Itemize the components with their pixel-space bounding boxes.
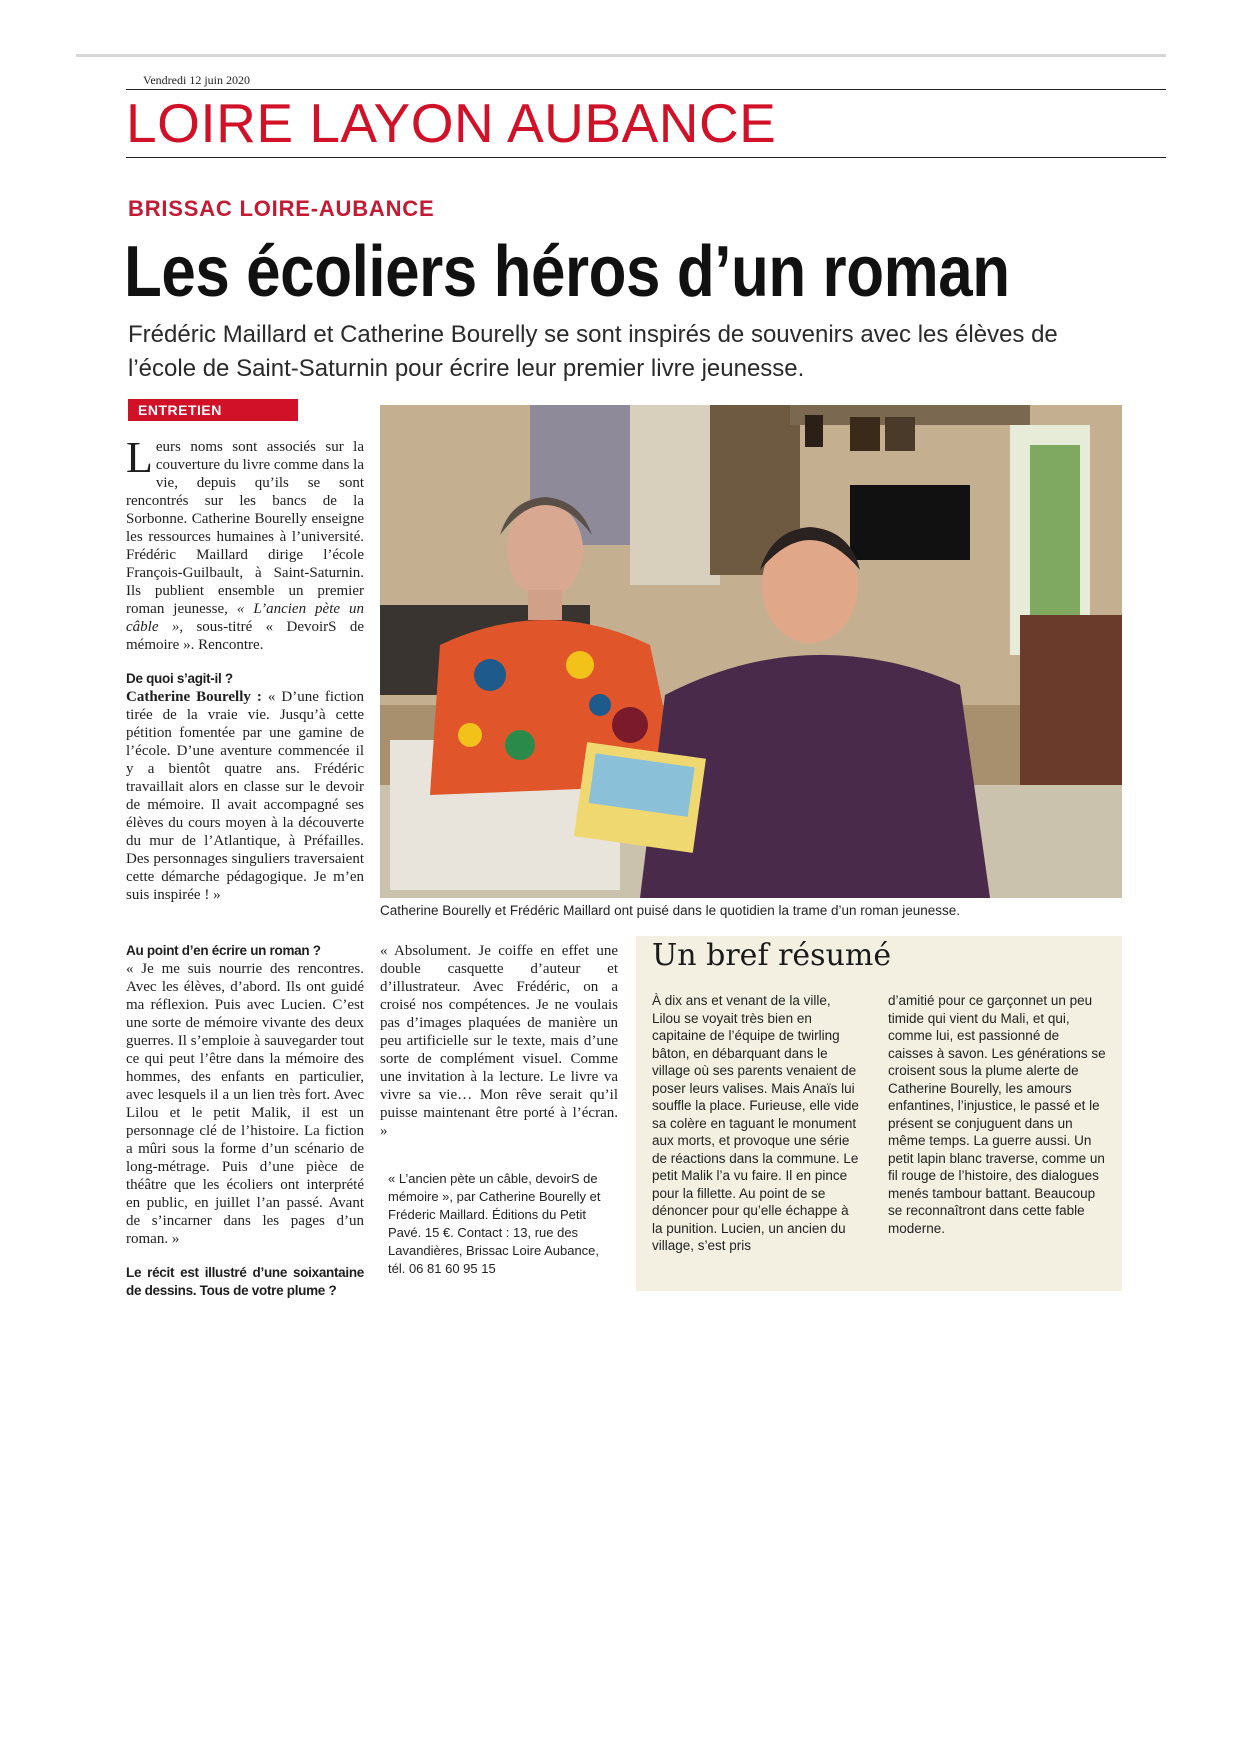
intro-paragraph: Leurs noms sont associés sur la couverture du livre comme dans la vie, depuis qu’ils se sont rencontrés sur les bancs de la Sorbonne. Catherine Bourelly enseigne les ressources humaines à l’université. Frédéric Maillard dirige l’école François-Guilbault, à Saint-Saturnin. Ils publient ensemble un premier roman jeunesse, « L’ancien pète un câble », sous-titré « DevoirS de mémoire ». Rencontre. [126, 433, 365, 653]
question-3: Le récit est illustré d’une soixantaine de dessins. Tous de votre plume ? [126, 1265, 364, 1298]
article-photo [380, 405, 1122, 898]
answer-3: « Absolument. Je coiffe en effet une double casquette d’auteur et d’illustrateur. Avec Frédéric, on a croisé nos compétences. Je ne voulais pas d’images plaquées de manière un peu artificielle sur le texte, mais d’une sorte de complément visuel. Comme une invitation à la lecture. Le livre va vivre sa vie… Mon rêve serait qu’il puisse maintenant être porté à l’écran. » [380, 943, 618, 1139]
article-location: BRISSAC LOIRE-AUBANCE [128, 196, 435, 221]
photo-caption: Catherine Bourelly et Frédéric Maillard ont puisé dans le quotidien la trame d’un roman jeunesse. [380, 903, 961, 918]
summary-column-1: À dix ans et venant de la ville, Lilou se voyait très bien en capitaine de l’équipe de twirling bâton, en débarquant dans le village où ses parents venaient de poser leurs valises. Mais Anaïs lui souffle la place. Furieuse, elle vide sa colère en taguant le monument aux morts, et provoque une série de réactions dans la commune. Le petit Malik l’a vu faire. Il en pince pour la fillette. Au point de se dénoncer pour qu’elle échappe à la punition. Lucien, un ancien du village, s’est pris [652, 993, 859, 1253]
section-divider [126, 157, 1166, 158]
book-title-ref: « L’ancien pète un câble » [126, 601, 365, 635]
article-standfirst: Frédéric Maillard et Catherine Bourelly se sont inspirés de souvenirs avec les élèves de l’école de Saint-Saturnin pour écrire leur premier livre jeunesse. [128, 321, 1058, 382]
answer-2: « Je me suis nourrie des rencontres. Avec les élèves, d’abord. Ils ont guidé ma réflexion. Puis avec Lucien. C’est une sorte de mémoire vivante des deux guerres. Il s’emploie à sauvegarder tout ce qui peut l’être dans la mémoire des hommes, des enfants en particulier, avec lesquels il a un lien très fort. Avec Lilou et le petit Malik, il est un personnage clé de l’histoire. La fiction a mûri sous la forme d’un scénario de long-métrage. Puis d’une pièce de théâtre que les écoliers ont interprété en public, en juillet l’an passé. Avant de s’incarner dans les pages d’un roman. » [126, 961, 364, 1247]
issue-date: Vendredi 12 juin 2020 [143, 73, 250, 87]
answer-1: Catherine Bourelly : « D’une fiction tirée de la vraie vie. Jusqu’à cette pétition fomentée par une gamine de l’école. D’une aventure commencée il y a bientôt quatre ans. Frédéric travaillait alors en classe sur le devoir de mémoire. Il avait accompagné ses élèves du cours moyen à la découverte du mur de l’Atlantique, à Préfailles. Des personnages singuliers traversaient cette démarche pédagogique. Je m’en suis inspirée ! » [126, 689, 365, 903]
question-2: Au point d’en écrire un roman ? [126, 943, 321, 958]
drop-cap: L [126, 433, 153, 482]
speaker-name: Catherine Bourelly : [126, 689, 262, 705]
photo-illustration [380, 405, 1122, 898]
question-1: De quoi s’agit-il ? [126, 671, 233, 686]
article-headline: Les écoliers héros d’un roman [124, 232, 1010, 312]
book-info: « L’ancien pète un câble, devoirS de mémoire », par Catherine Bourelly et Fréderic Maillard. Éditions du Petit Pavé. 15 €. Contact : 13, rue des Lavandières, Brissac Loire Aubance, tél. 06 81 60 95 15 [388, 1171, 601, 1276]
top-divider [76, 54, 1166, 57]
article-column-1 [126, 433, 365, 904]
date-divider [126, 89, 1166, 90]
article-column-2 [380, 942, 618, 1140]
section-title: LOIRE LAYON AUBANCE [126, 92, 777, 154]
interview-tag: ENTRETIEN [128, 399, 298, 421]
summary-column-2: d’amitié pour ce garçonnet un peu timide qui vient du Mali, et qui, comme lui, est passionné de caisses à savon. Les générations se croisent sous la plume alerte de Catherine Bourelly, les amours enfantines, l’injustice, le passé et le présent se conjuguent dans un même temps. La guerre aussi. Un petit lapin blanc traverse, comme un fil rouge de l’histoire, des dialogues menés tambour battant. Beaucoup se reconnaîtront dans cette fable moderne. [888, 993, 1106, 1236]
article-column-1-lower [126, 942, 364, 1300]
summary-title: Un bref résumé [652, 938, 892, 973]
